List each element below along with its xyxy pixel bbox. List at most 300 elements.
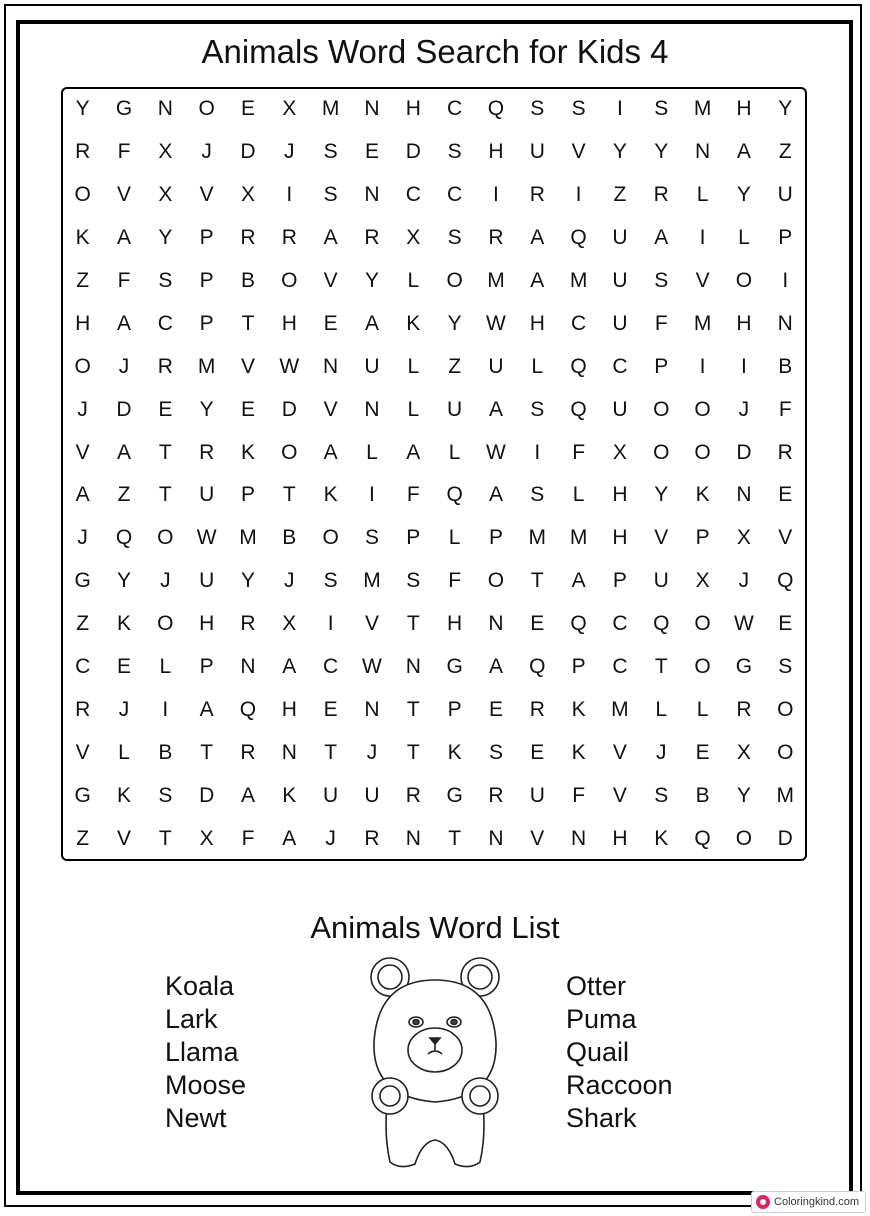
grid-letter: Q [694,826,711,850]
grid-letter: Q [115,526,133,550]
grid-letter: E [778,483,793,507]
grid-letter: S [447,226,462,250]
grid-letter: M [528,526,547,550]
grid-letter: Q [239,697,257,721]
grid-letter: F [117,269,131,292]
grid-letter: R [157,354,173,378]
grid-letter: W [362,655,382,679]
grid-letter: L [159,655,172,679]
grid-letter: S [778,655,793,679]
grid-letter: U [488,354,504,378]
grid-letter: Q [446,483,463,507]
grid-letter: C [571,311,587,335]
grid-letter: S [530,397,545,421]
grid-letter: H [281,311,297,335]
grid-letter: D [777,826,793,850]
grid-letter: E [323,697,338,721]
grid-letter: C [157,311,173,335]
grid-letter: D [281,397,297,421]
grid-letter: A [406,440,421,464]
grid-letter: A [282,655,297,679]
grid-letter: F [778,397,792,421]
teddy-bear-icon [360,952,510,1172]
grid-letter: N [488,826,504,850]
grid-letter: N [405,655,421,679]
grid-letter: V [654,526,669,550]
grid-letter: K [406,311,421,335]
grid-letter: N [736,483,752,507]
grid-letter: J [160,569,171,593]
grid-letter: O [487,569,505,593]
grid-letter: C [612,612,628,636]
grid-letter: O [653,397,670,421]
grid-letter: R [240,612,256,636]
grid-letter: B [282,526,297,550]
grid-letter: N [405,826,421,850]
grid-letter: V [75,440,90,464]
grid-letter: T [530,569,544,593]
grid-letter: G [446,655,463,679]
grid-letter: L [118,740,130,764]
grid-letter: M [487,269,505,292]
grid-letter: A [488,655,503,679]
grid-letter: R [281,226,297,250]
grid-letter: W [196,526,217,550]
grid-letter: O [446,269,463,292]
grid-letter: M [611,697,629,721]
grid-letter: Z [778,140,792,164]
grid-letter: V [695,269,710,292]
grid-letter: J [77,397,88,421]
grid-letter: L [407,354,420,378]
grid-letter: O [157,526,174,550]
grid-letter: S [323,569,338,593]
grid-letter: Y [116,569,131,593]
grid-letter: S [654,97,669,121]
grid-letter: O [777,740,794,764]
grid-letter: J [201,140,212,164]
grid-letter: R [364,826,380,850]
grid-letter: H [736,97,752,121]
grid-letter: J [325,826,336,850]
grid-letter: E [695,740,710,764]
grid-letter: X [282,612,297,636]
grid-letter: O [694,397,711,421]
grid-letter: V [778,526,793,550]
grid-letter: J [118,697,130,721]
grid-letter: X [736,526,751,550]
grid-letter: O [157,612,174,636]
grid-letter: L [531,354,544,378]
grid-letter: R [488,226,504,250]
grid-letter: W [486,440,506,464]
grid-letter: R [240,740,256,764]
grid-letter: L [448,526,461,550]
grid-letter: Z [117,483,131,507]
grid-letter: A [75,483,90,507]
grid-letter: L [696,183,709,207]
grid-letter: C [323,655,339,679]
grid-letter: U [323,783,339,807]
grid-letter: C [447,183,463,207]
grid-letter: F [406,483,420,507]
grid-letter: U [447,397,463,421]
grid-letter: K [240,440,255,464]
grid-letter: V [612,783,627,807]
grid-letter: N [364,97,380,121]
grid-letter: F [241,826,255,850]
grid-letter: P [447,697,462,721]
grid-letter: D [199,783,215,807]
grid-letter: V [323,269,338,292]
grid-letter: P [199,311,214,335]
grid-letter: O [198,97,215,121]
grid-letter: A [530,269,545,292]
grid-letter: Y [654,140,669,164]
grid-letter: Y [447,311,462,335]
grid-letter: Q [487,97,505,121]
grid-letter: X [695,569,710,593]
grid-letter: X [282,97,297,121]
grid-letter: U [529,140,545,164]
grid-letter: J [284,569,295,593]
word-list-item: Otter [566,971,627,1001]
grid-letter: T [158,826,172,850]
grid-letter: O [777,697,794,721]
word-list-left [165,970,246,1135]
grid-letter: Q [777,569,794,593]
grid-letter: M [363,569,381,593]
grid-letter: U [529,783,545,807]
grid-letter: D [405,140,421,164]
grid-letter: U [612,311,628,335]
grid-letter: Y [778,97,793,121]
grid-letter: I [617,97,623,121]
grid-letter: K [447,740,462,764]
grid-letter: O [694,655,711,679]
grid-letter: I [740,354,747,378]
word-list-item: Puma [566,1004,637,1034]
grid-letter: F [572,783,586,807]
grid-letter: F [654,311,668,335]
grid-letter: S [447,140,462,164]
grid-letter: E [530,612,545,636]
grid-letter: G [446,783,463,807]
grid-letter: I [162,697,169,721]
grid-letter: N [157,97,173,121]
grid-letter: R [199,440,215,464]
grid-letter: Y [158,226,173,250]
grid-letter: R [488,783,504,807]
grid-letter: U [653,569,669,593]
grid-letter: G [74,783,91,807]
grid-letter: I [493,183,499,207]
word-list-item: Moose [165,1070,247,1100]
grid-letter: E [488,697,503,721]
grid-letter: H [612,526,628,550]
grid-letter: A [116,226,131,250]
grid-letter: F [117,140,131,164]
grid-letter: P [571,655,586,679]
grid-letter: H [736,311,752,335]
grid-letter: O [281,269,298,292]
grid-letter: N [240,655,256,679]
grid-letter: A [116,440,131,464]
grid-letter: N [323,354,339,378]
grid-letter: C [75,655,91,679]
grid-letter: T [241,311,255,335]
grid-letter: L [366,440,378,464]
grid-letter: I [534,440,541,464]
grid-letter: W [486,311,506,335]
grid-letter: N [777,311,793,335]
grid-letter: M [569,269,588,292]
grid-letter: K [571,697,586,721]
grid-letter: G [735,655,753,679]
grid-letter: R [653,183,669,207]
grid-letter: V [530,826,545,850]
grid-letter: W [734,612,754,636]
grid-letter: U [777,183,793,207]
grid-letter: X [199,826,214,850]
grid-letter: Y [240,569,255,593]
grid-letter: S [364,526,379,550]
grid-letter: P [199,269,214,292]
grid-letter: L [572,483,585,507]
grid-letter: V [323,397,338,421]
grid-letter: O [322,526,339,550]
grid-letter: A [488,397,503,421]
grid-letter: E [530,740,545,764]
grid-letter: M [693,97,712,121]
grid-letter: R [736,697,752,721]
grid-letter: G [115,97,133,121]
grid-letter: M [569,526,588,550]
grid-letter: L [407,269,420,292]
grid-letter: A [654,226,669,250]
grid-letter: S [323,140,338,164]
grid-letter: A [364,311,379,335]
grid-letter: U [364,354,380,378]
grid-letter: Y [736,783,751,807]
grid-letter: U [199,483,215,507]
grid-letter: T [654,655,668,679]
grid-letter: V [116,183,131,207]
grid-letter: I [327,612,334,636]
grid-letter: E [364,140,379,164]
grid-letter: B [695,783,710,807]
grid-letter: I [575,183,582,207]
grid-letter: C [612,354,628,378]
grid-letter: A [116,311,131,335]
grid-letter: E [240,97,255,121]
grid-letter: X [406,226,421,250]
grid-letter: S [406,569,421,593]
grid-letter: S [323,183,338,207]
grid-letter: M [197,354,216,378]
grid-letter: R [529,183,545,207]
grid-letter: X [612,440,627,464]
grid-letter: R [405,783,421,807]
grid-letter: Q [570,612,587,636]
grid-letter: S [488,740,503,764]
grid-letter: I [699,354,706,378]
grid-letter: P [778,226,793,250]
grid-letter: Z [448,354,462,378]
grid-letter: N [695,140,711,164]
grid-letter: E [158,397,173,421]
grid-letter: V [75,740,90,764]
word-list-item: Shark [566,1103,637,1133]
grid-letter: W [279,354,300,378]
grid-letter: E [240,397,255,421]
grid-letter: B [778,354,793,378]
grid-letter: A [240,783,255,807]
grid-letter: A [488,483,503,507]
grid-letter: T [406,740,420,764]
grid-letter: N [488,612,504,636]
word-list-item: Koala [165,971,235,1001]
grid-letter: O [74,183,91,207]
grid-letter: K [695,483,710,507]
grid-letter: C [405,183,421,207]
grid-letter: O [281,440,298,464]
grid-letter: K [571,740,586,764]
grid-letter: Z [613,183,627,207]
grid-letter: T [406,612,420,636]
grid-letter: X [158,140,173,164]
grid-letter: A [282,826,297,850]
grid-letter: A [199,697,214,721]
grid-letter: K [75,226,90,250]
grid-letter: V [199,183,214,207]
grid-letter: V [364,612,379,636]
grid-letter: Q [529,655,546,679]
grid-letter: Y [364,269,379,292]
grid-letter: L [407,397,420,421]
grid-letter: P [654,354,669,378]
grid-letter: E [778,612,793,636]
grid-letter: T [448,826,462,850]
grid-letter: C [612,655,628,679]
grid-letter: H [488,140,504,164]
grid-letter: Q [653,612,670,636]
grid-letter: R [75,697,91,721]
grid-letter: X [240,183,255,207]
grid-letter: O [694,440,711,464]
grid-letter: Q [570,354,587,378]
grid-letter: S [158,269,173,292]
grid-letter: M [321,97,340,121]
grid-letter: U [364,783,380,807]
watermark-text: Coloringkind.com [774,1196,859,1208]
grid-letter: L [738,226,750,250]
grid-letter: G [74,569,91,593]
grid-letter: H [75,311,91,335]
grid-letter: M [239,526,257,550]
grid-letter: Y [654,483,669,507]
grid-letter: Y [736,183,751,207]
grid-letter: L [655,697,668,721]
grid-letter: V [571,140,586,164]
grid-letter: H [447,612,463,636]
grid-letter: R [75,140,91,164]
grid-letter: A [530,226,545,250]
grid-letter: A [736,140,751,164]
grid-letter: M [776,783,794,807]
grid-letter: H [281,697,297,721]
grid-letter: H [529,311,545,335]
grid-letter: Y [612,140,627,164]
grid-letter: U [612,397,628,421]
grid-letter: J [77,526,88,550]
grid-letter: R [529,697,545,721]
grid-letter: O [735,826,753,850]
grid-letter: A [571,569,586,593]
grid-letter: O [694,612,711,636]
grid-letter: I [286,183,293,207]
grid-letter: N [364,397,380,421]
word-list-title: Animals Word List [310,910,560,945]
grid-letter: K [282,783,297,807]
grid-letter: O [653,440,670,464]
grid-letter: N [281,740,297,764]
grid-letter: J [284,140,295,164]
grid-letter: T [406,697,420,721]
grid-letter: S [158,783,173,807]
grid-letter: S [654,269,669,292]
grid-letter: Z [76,826,90,850]
grid-letter: X [158,183,173,207]
grid-letter: D [116,397,132,421]
grid-letter: T [324,740,338,764]
grid-letter: T [200,740,214,764]
grid-letter: H [612,483,628,507]
grid-letter: H [405,97,421,121]
word-list-item: Lark [165,1004,218,1034]
grid-letter: P [488,526,503,550]
grid-letter: K [323,483,338,507]
grid-letter: R [240,226,256,250]
grid-letter: J [118,354,130,378]
grid-letter: O [735,269,753,292]
grid-letter: U [612,269,628,292]
grid-letter: Y [75,97,90,121]
grid-letter: R [777,440,793,464]
word-list-item: Llama [165,1037,239,1067]
grid-letter: B [158,740,173,764]
grid-letter: T [158,483,172,507]
grid-letter: S [571,97,586,121]
grid-letter: U [199,569,215,593]
grid-letter: T [158,440,172,464]
grid-letter: E [116,655,131,679]
grid-letter: V [240,354,255,378]
grid-letter: N [364,183,380,207]
grid-letter: Z [76,269,90,292]
grid-letter: A [323,226,338,250]
grid-letter: F [448,569,462,593]
watermark-badge [751,1191,866,1213]
grid-letter: J [738,397,750,421]
grid-letter: T [282,483,296,507]
grid-letter: Q [570,397,587,421]
grid-letter: K [116,783,131,807]
grid-letter: P [612,569,627,593]
grid-letter: J [738,569,750,593]
grid-letter: A [323,440,338,464]
grid-letter: P [240,483,255,507]
